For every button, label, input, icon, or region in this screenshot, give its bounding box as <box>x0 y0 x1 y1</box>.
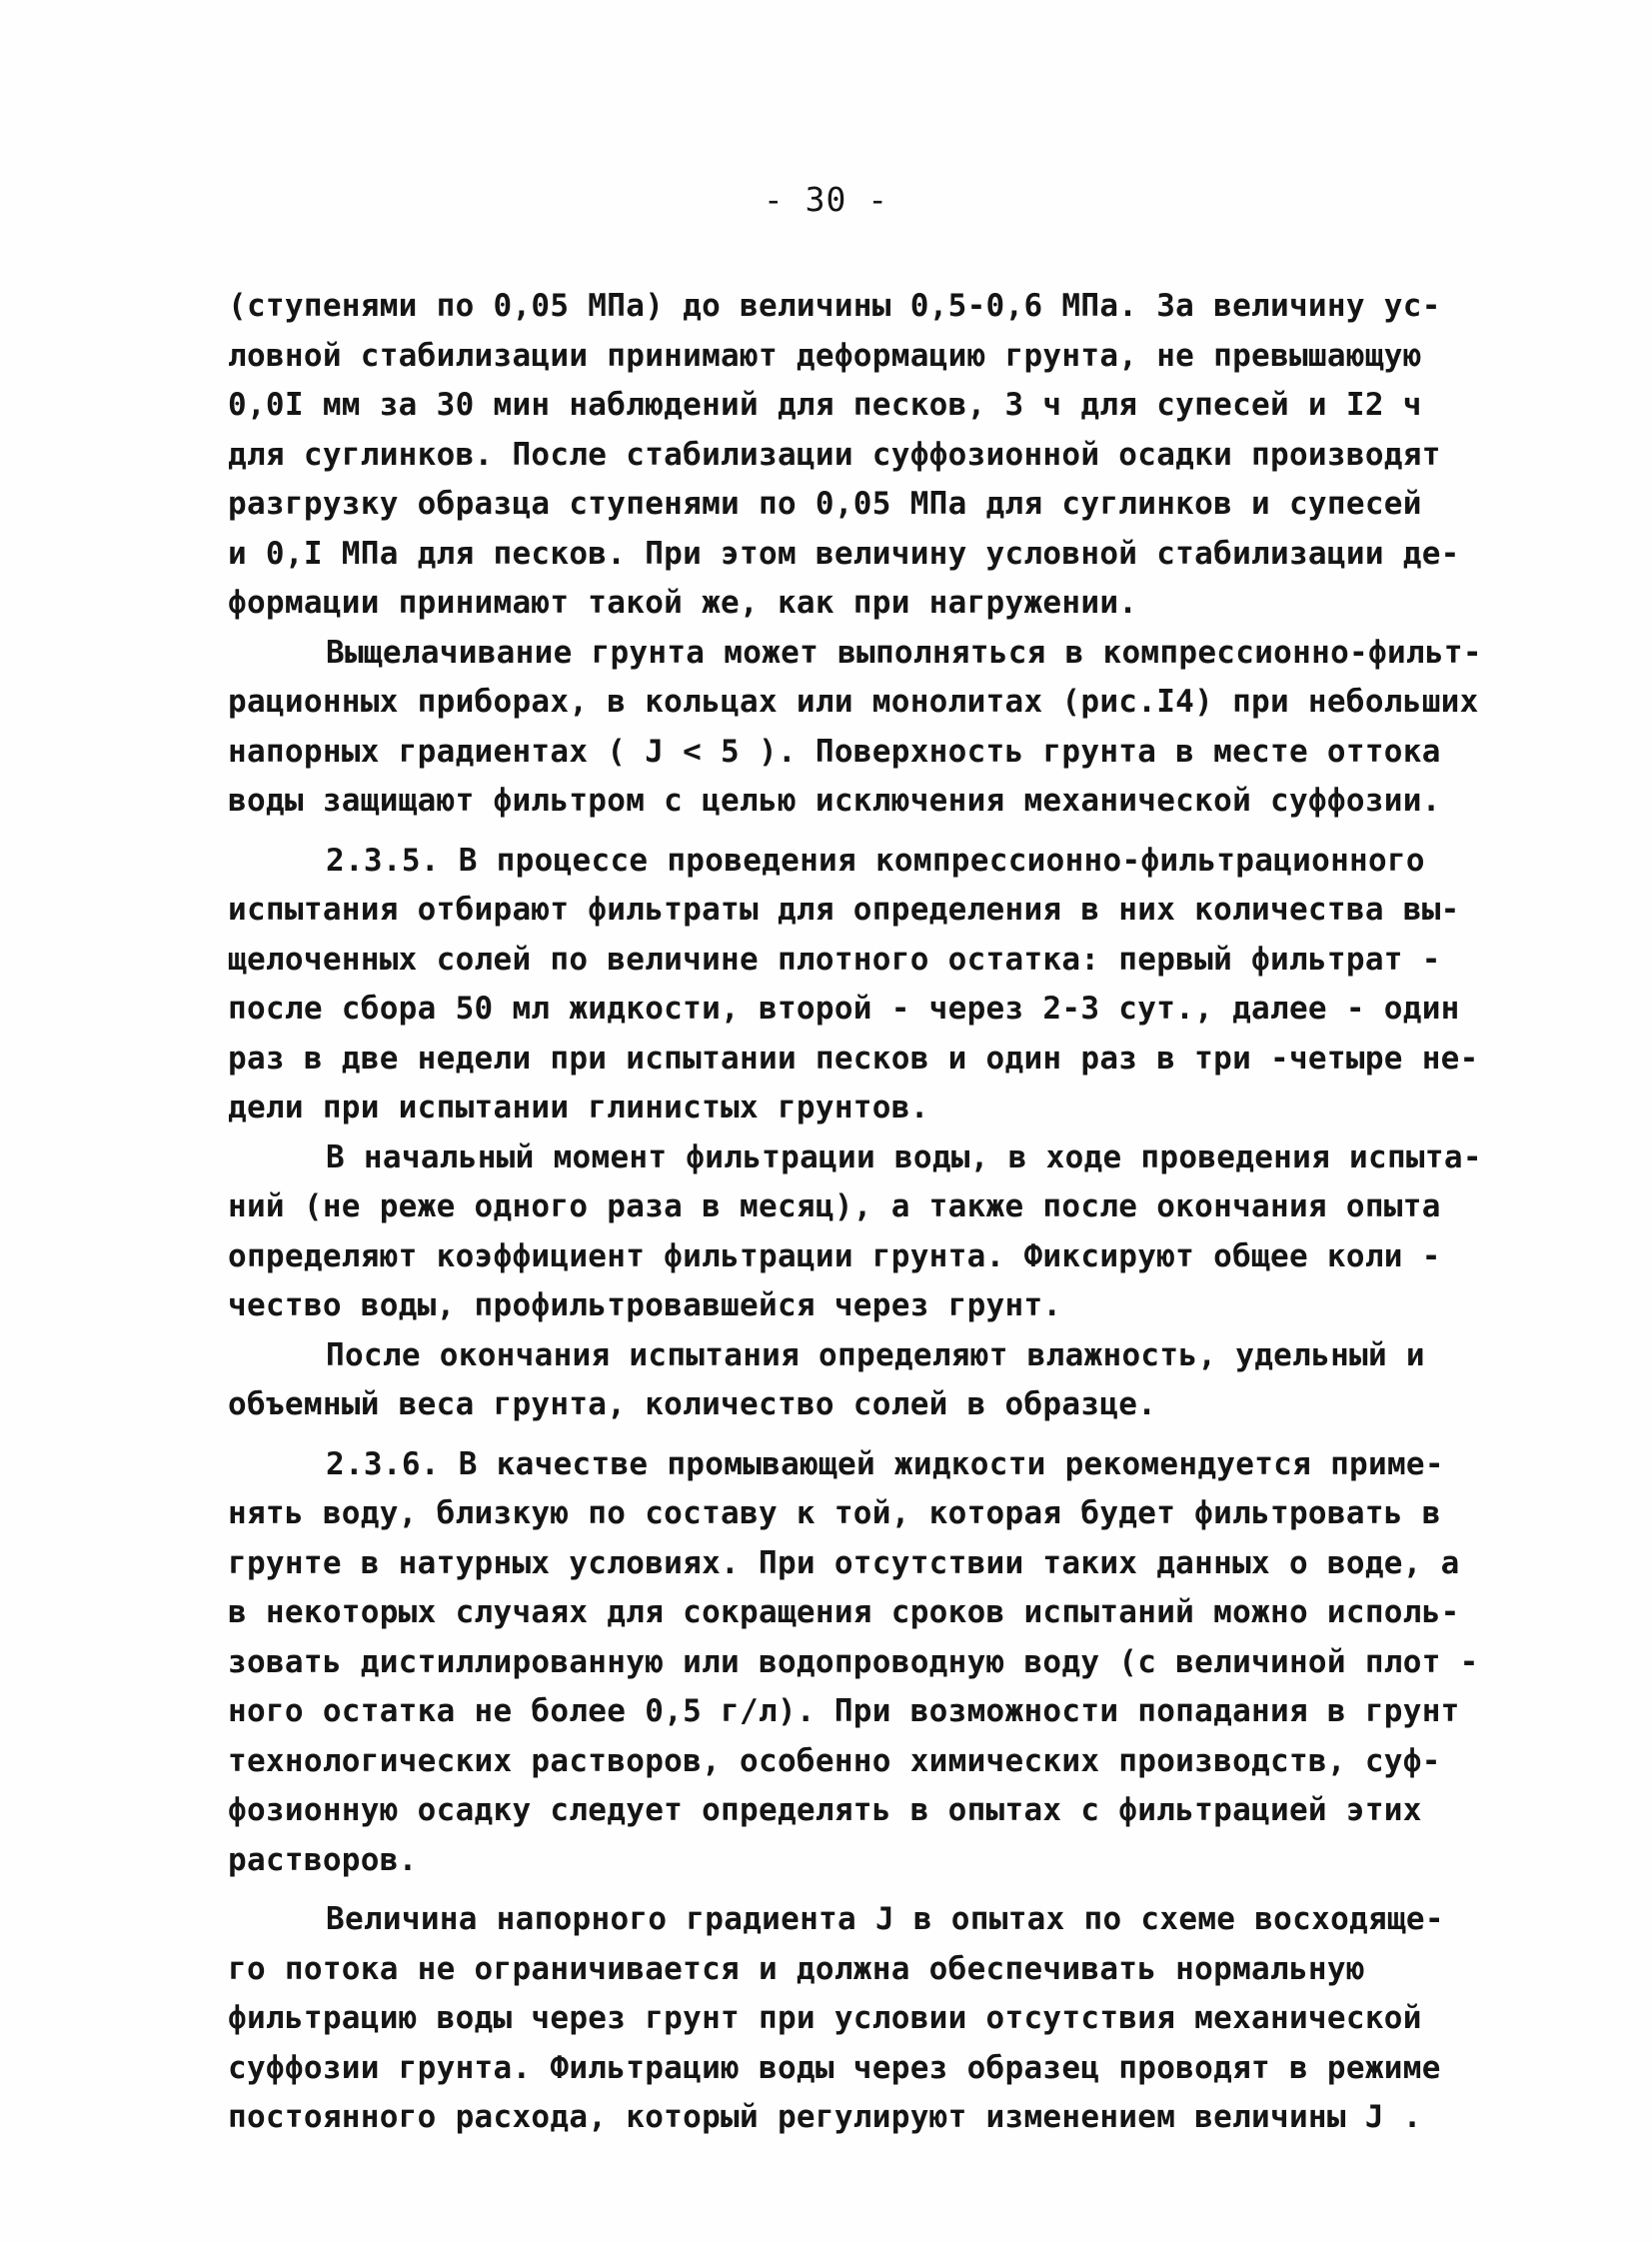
paragraph-4 <box>228 1133 1487 1331</box>
paragraph-2 <box>228 629 1487 827</box>
text-line: го потока не ограничивается и должна обеспечивать нормальную <box>228 1950 1365 1987</box>
paragraph-1 <box>228 282 1487 629</box>
page-number: - 30 - <box>763 180 889 219</box>
text-line: разгрузку образца ступенями по 0,05 МПа для суглинков и супесей <box>228 486 1422 522</box>
text-line: 2.3.6. В качестве промывающей жидкости рекомендуется приме- <box>326 1445 1444 1482</box>
text-line: дели при испытании глинистых грунтов. <box>228 1090 929 1125</box>
text-line: В начальный момент фильтрации воды, в ходе проведения испыта- <box>326 1138 1482 1175</box>
text-line: напорных градиентах ( J < 5 ). Поверхность грунта в месте оттока <box>228 733 1441 770</box>
text-line: щелоченных солей по величине плотного остатка: первый фильтрат - <box>228 941 1441 978</box>
text-line: суффозии грунта. Фильтрацию воды через образец проводят в режиме <box>228 2049 1441 2086</box>
text-line: (ступенями по 0,05 МПа) до величины 0,5-0,6 МПа. За величину ус- <box>228 288 1441 324</box>
text-line: фильтрацию воды через грунт при условии отсутствия механической <box>228 2000 1422 2036</box>
text-line: для суглинков. После стабилизации суффозионной осадки производят <box>228 436 1441 473</box>
text-line: ний (не реже одного раза в месяц), а также после окончания опыта <box>228 1188 1441 1224</box>
text-line: фозионную осадку следует определять в опытах с фильтрацией этих <box>228 1792 1422 1828</box>
text-line: зовать дистиллированную или водопроводную воду (с величиной плот - <box>228 1643 1479 1680</box>
text-line: чество воды, профильтровавшейся через грунт. <box>228 1287 1062 1323</box>
text-line: грунте в натурных условиях. При отсутствии таких данных о воде, а <box>228 1544 1460 1581</box>
paragraph-7 <box>228 1895 1487 2143</box>
paragraph-3-section-2-3-5 <box>228 837 1487 1133</box>
text-line: после сбора 50 мл жидкости, второй - через 2-3 сут., далее - один <box>228 991 1460 1027</box>
text-line: нять воду, близкую по составу к той, которая будет фильтровать в <box>228 1495 1441 1531</box>
paragraph-5 <box>228 1331 1487 1430</box>
text-line: Величина напорного градиента J в опытах по схеме восходяще- <box>326 1901 1444 1937</box>
text-line: и 0,I МПа для песков. При этом величину условной стабилизации де- <box>228 535 1460 572</box>
text-line: постоянного расхода, который регулируют изменением величины J . <box>228 2099 1422 2135</box>
paragraph-6-section-2-3-6 <box>228 1440 1487 1886</box>
text-line: Выщелачивание грунта может выполняться в компрессионно-фильт- <box>326 634 1482 671</box>
text-line: рационных приборах, в кольцах или монолитах (рис.I4) при небольших <box>228 684 1479 720</box>
text-line: в некоторых случаях для сокращения сроков испытаний можно исполь- <box>228 1594 1460 1630</box>
text-line: 0,0I мм за 30 мин наблюдений для песков, 3 ч для супесей и I2 ч <box>228 387 1422 423</box>
text-line: воды защищают фильтром с целью исключения механической суффозии. <box>228 783 1441 819</box>
text-line: определяют коэффициент фильтрации грунта. Фиксируют общее коли - <box>228 1237 1441 1274</box>
text-line: После окончания испытания определяют влажность, удельный и <box>326 1336 1425 1373</box>
document-body <box>228 282 1487 2143</box>
text-line: раз в две недели при испытании песков и один раз в три -четыре не- <box>228 1040 1479 1077</box>
text-line: формации принимают такой же, как при нагружении. <box>228 585 1138 621</box>
text-line: технологических растворов, особенно химических производств, суф- <box>228 1742 1441 1779</box>
text-line: растворов. <box>228 1841 418 1878</box>
text-line: объемный веса грунта, количество солей в образце. <box>228 1386 1157 1422</box>
text-line: ловной стабилизации принимают деформацию грунта, не превышающую <box>228 337 1422 374</box>
text-line: испытания отбирают фильтраты для определения в них количества вы- <box>228 892 1460 928</box>
text-line: ного остатка не более 0,5 г/л). При возможности попадания в грунт <box>228 1693 1460 1729</box>
text-line: 2.3.5. В процессе проведения компрессионно-фильтрационного <box>326 842 1425 879</box>
